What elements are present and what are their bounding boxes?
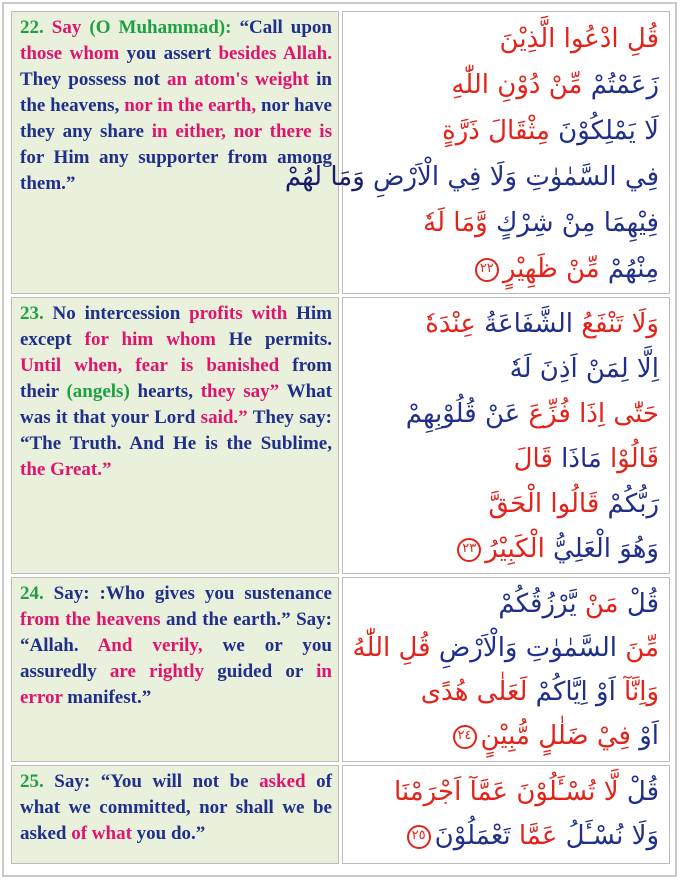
- arabic-text-segment: عَنْ قُلُوْبِهِمْ: [405, 399, 521, 429]
- arabic-text-segment: رَبُّكُمْ: [599, 489, 659, 519]
- english-text-segment: [122, 355, 135, 376]
- arabic-text-segment: عَمَّا: [510, 821, 558, 851]
- verse-row: [11, 577, 670, 762]
- english-cell: [11, 577, 339, 762]
- english-text-segment: those whom: [20, 43, 120, 64]
- english-text-segment: you do.”: [131, 823, 206, 844]
- arabic-line: [349, 16, 659, 62]
- verse-row: [11, 11, 670, 294]
- arabic-text-segment: يَّرْزُقُكُمْ: [498, 589, 577, 619]
- verses-table: [8, 8, 673, 867]
- english-text-segment: No intercession: [43, 303, 190, 324]
- arabic-text-segment: مَاذَا: [552, 444, 602, 474]
- ayah-number-marker: ٢٣: [457, 538, 481, 562]
- verse-row: [11, 297, 670, 574]
- arabic-line: [349, 62, 659, 108]
- english-text-segment: What was it that your Lord: [20, 381, 332, 428]
- arabic-line: [349, 302, 659, 347]
- english-text-segment: manifest.”: [62, 687, 152, 708]
- arabic-line: [349, 108, 659, 154]
- english-text-segment: guided or: [204, 661, 317, 682]
- arabic-text-segment: وَلَا نُسْـَٔلُ: [557, 821, 659, 851]
- arabic-text-segment: فِيْهِمَا مِنْ شِرْكٍ: [487, 208, 659, 238]
- english-text-segment: of what: [71, 823, 132, 844]
- english-text-segment: They say: “The Truth.: [20, 407, 332, 454]
- english-cell: [11, 11, 339, 294]
- arabic-text-segment: فُزِّعَ: [520, 399, 571, 429]
- arabic-line: [349, 714, 659, 758]
- english-text-segment: Say: “You will not be: [43, 771, 260, 792]
- arabic-text-segment: قَالُوا الْحَقَّ: [488, 489, 600, 519]
- arabic-line: [349, 392, 659, 437]
- arabic-cell: [342, 765, 670, 864]
- english-text-segment: And He is the Sublime,: [129, 433, 332, 454]
- english-text-segment: hearts,: [129, 381, 201, 402]
- english-text-segment: in error: [20, 661, 332, 708]
- arabic-text-segment: قَالَ: [513, 444, 553, 474]
- english-text-segment: “Call upon: [231, 17, 332, 38]
- ayah-number-marker: ٢٤: [453, 725, 477, 749]
- verse-number: 23.: [20, 303, 44, 324]
- arabic-text-segment: مَنْ: [576, 589, 619, 619]
- english-text-segment: They possess not: [20, 69, 168, 90]
- arabic-text-segment: تَعْمَلُوْنَ: [434, 821, 511, 851]
- english-cell: [11, 765, 339, 864]
- english-text-segment: said.”: [200, 407, 248, 428]
- arabic-text-segment: مِّنْ دُوْنِ اللّٰهِ: [451, 70, 583, 100]
- arabic-text-segment: قُلِ ادْعُوا: [555, 24, 659, 54]
- arabic-text-segment: الْكَبِيْرُ: [485, 534, 545, 564]
- arabic-text-segment: فِي السَّمٰوٰتِ وَلَا فِي الْاَرْضِ: [364, 162, 659, 192]
- arabic-line: [349, 437, 659, 482]
- arabic-text-segment: مِّنْ ظَهِيْرٍ: [502, 254, 600, 284]
- english-text-segment: asked: [259, 771, 306, 792]
- english-text-segment: from their: [20, 355, 333, 402]
- english-text-segment: they say”: [200, 381, 280, 402]
- arabic-line: [349, 200, 659, 246]
- english-text-segment: and the earth.” Say: “Allah.: [20, 609, 333, 656]
- english-text-segment: in either, nor there is: [151, 121, 332, 142]
- arabic-line: [349, 482, 659, 527]
- arabic-cell: [342, 577, 670, 762]
- arabic-text-segment: اَوْ اِيَّاكُمْ: [527, 677, 616, 707]
- arabic-line: [349, 527, 659, 572]
- english-text-segment: nor have they any share: [20, 95, 332, 142]
- english-text-segment: are rightly: [109, 661, 205, 682]
- arabic-line: [349, 814, 659, 858]
- arabic-text-segment: وَاِنَّآ: [615, 677, 659, 707]
- english-text-segment: you assert: [119, 43, 219, 64]
- arabic-text-segment: وَلَا تَنْفَعُ: [573, 309, 659, 339]
- arabic-text-segment: مِّنَ: [617, 633, 659, 663]
- arabic-cell: [284, 11, 670, 294]
- arabic-line: [349, 670, 659, 714]
- english-text-segment: nor in the earth,: [124, 95, 257, 116]
- arabic-text-segment: الَّذِيْنَ: [499, 24, 556, 54]
- arabic-text-segment: مِثْقَالَ ذَرَّةٍ: [442, 116, 550, 146]
- arabic-text-segment: السَّمٰوٰتِ وَالْاَرْضِ: [430, 633, 618, 663]
- verse-number: 22.: [20, 17, 44, 38]
- arabic-text-segment: قُلِ اللّٰهُ: [352, 633, 431, 663]
- verse-row: [11, 765, 670, 864]
- arabic-text-segment: مِنْهُمْ: [599, 254, 659, 284]
- english-text-segment: sustenance: [244, 583, 332, 604]
- arabic-text-segment: عِنْدَهٗ: [425, 309, 476, 339]
- arabic-line: [349, 626, 659, 670]
- arabic-text-segment: الشَّفَاعَةُ: [475, 309, 573, 339]
- english-text-segment: (angels): [66, 381, 130, 402]
- english-text-segment: fear is banished: [135, 355, 280, 376]
- arabic-cell: [342, 297, 670, 574]
- verse-number: 24.: [20, 583, 44, 604]
- arabic-text-segment: وَّمَا لَهٗ: [423, 208, 488, 238]
- english-text-segment: Say: :Who gives you: [43, 583, 245, 604]
- arabic-text-segment: قُلْ: [618, 589, 659, 619]
- arabic-text-segment: لَعَلٰى هُدًى: [420, 677, 528, 707]
- arabic-text-segment: زَعَمْتُمْ: [582, 70, 659, 100]
- english-text-segment: of what we committed, nor shall we be asked: [20, 771, 332, 844]
- english-text-segment: an atom's weight: [167, 69, 310, 90]
- english-cell: [11, 297, 339, 574]
- arabic-line: [284, 154, 659, 200]
- english-text-segment: we or you assuredly: [20, 635, 332, 682]
- english-text-segment: Say: [43, 17, 90, 38]
- arabic-line: [349, 246, 659, 292]
- english-text-segment: from the heavens: [20, 609, 161, 630]
- ayah-number-marker: ٢٢: [475, 258, 499, 282]
- english-text-segment: (O Muhammad):: [89, 17, 232, 38]
- verse-number: 25.: [20, 771, 44, 792]
- arabic-text-segment: وَمَا لَهُمْ: [284, 162, 365, 192]
- english-text-segment: the Great.”: [20, 459, 112, 480]
- arabic-text-segment: حَتّٰى اِذَا: [570, 399, 659, 429]
- arabic-text-segment: اَوْ: [630, 721, 659, 751]
- english-text-segment: profits with: [189, 303, 288, 324]
- english-text-segment: for him whom: [84, 329, 216, 350]
- english-text-segment: Until when,: [20, 355, 123, 376]
- english-text-segment: in the heavens,: [20, 69, 332, 116]
- arabic-text-segment: قَالُوْا: [601, 444, 659, 474]
- ayah-number-marker: ٢٥: [407, 825, 431, 849]
- arabic-text-segment: عَمَّآ اَجْرَمْنَا: [393, 777, 509, 807]
- english-text-segment: And verily,: [97, 635, 203, 656]
- arabic-line: [349, 770, 659, 814]
- arabic-line: [349, 582, 659, 626]
- arabic-text-segment: قُلْ: [618, 777, 659, 807]
- english-text-segment: Him except: [20, 303, 332, 350]
- arabic-text-segment: لَّا تُسْـَٔلُوْنَ: [508, 777, 619, 807]
- arabic-text-segment: اِلَّا لِمَنْ اَذِنَ لَهٗ: [509, 354, 659, 384]
- arabic-text-segment: وَهُوَ الْعَلِيُّ: [544, 534, 659, 564]
- arabic-line: [349, 347, 659, 392]
- english-text-segment: He permits.: [215, 329, 332, 350]
- english-text-segment: for Him any supporter from among them.”: [20, 147, 332, 194]
- arabic-text-segment: فِيْ ضَلٰلٍ مُّبِيْنٍ: [480, 721, 631, 751]
- english-text-segment: besides Allah.: [218, 43, 332, 64]
- arabic-text-segment: لَا يَمْلِكُوْنَ: [549, 116, 659, 146]
